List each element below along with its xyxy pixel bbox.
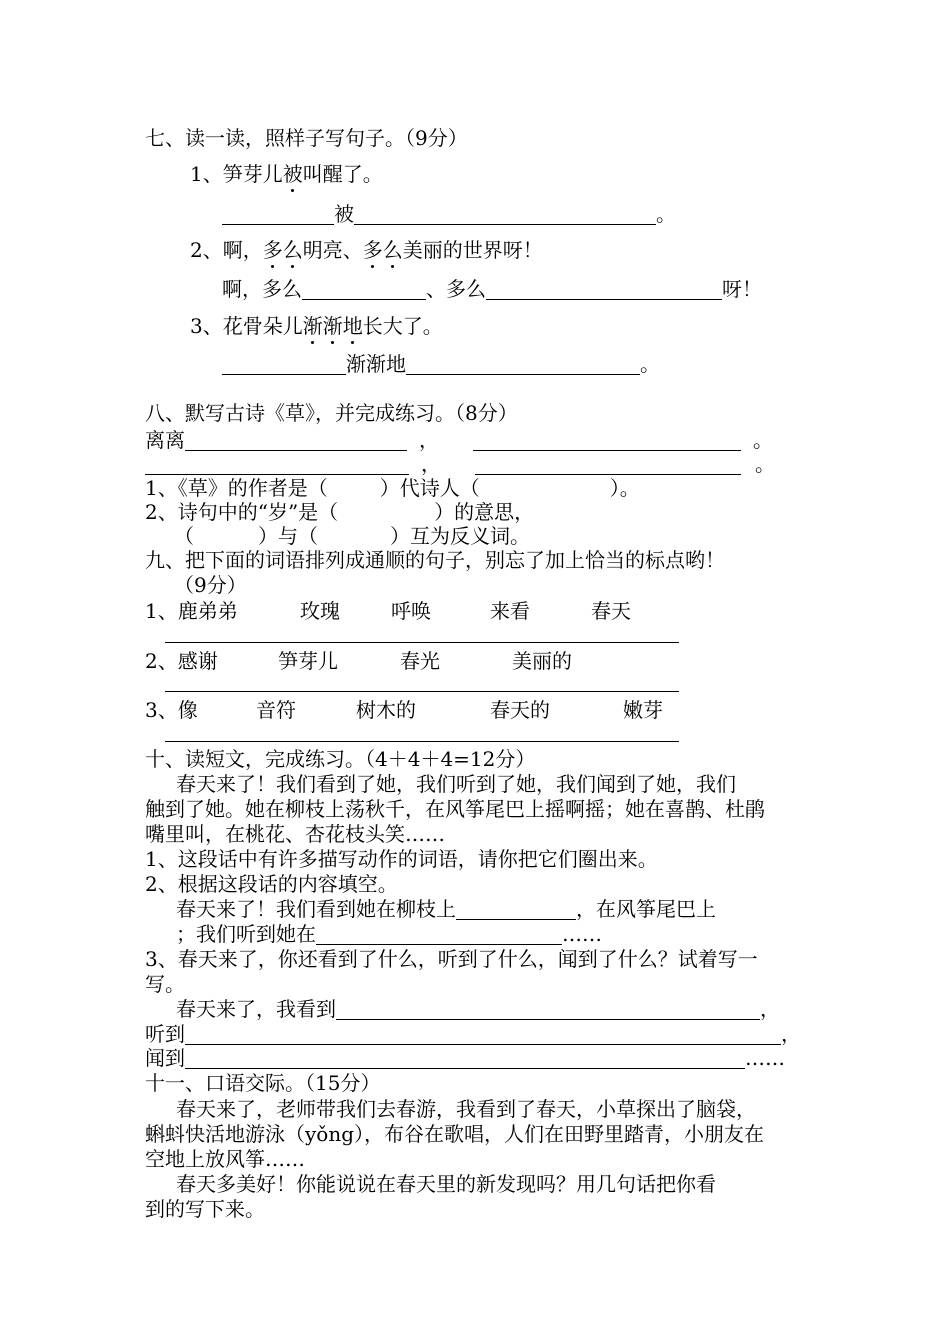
q7-s1-fill-word: 被: [334, 202, 354, 226]
q7-s3-answer-line: [222, 352, 660, 376]
q7-s3-blank-1[interactable]: [222, 354, 346, 375]
q9-r1-word-1: 1、鹿弟弟: [145, 599, 238, 623]
q7-s1-end: 。: [656, 202, 676, 226]
q9-r1-word-5: 春天: [591, 599, 631, 623]
q10-fill-line-1: 春天来了！我们看到她在柳枝上 ，在风筝尾巴上: [176, 897, 716, 921]
q10-task-3-line-1: 3、春天来了，你还看到了什么，听到了什么，闻到了什么？试着写一: [145, 947, 758, 971]
q7-s2-b: 、多么: [426, 277, 486, 301]
q8-poem-blank-1[interactable]: [185, 430, 407, 451]
q9-r2-answer-line[interactable]: [165, 691, 679, 692]
q9-r3-word-3: 树木的: [356, 698, 416, 722]
q10-task-2: 2、根据这段话的内容填空。: [145, 872, 398, 896]
q8-antonym-question: （ ）与（ ）互为反义词。: [174, 524, 530, 548]
q11-text-line-4: 春天多美好！你能说说在春天里的新发现吗？用几句话把你看: [176, 1172, 716, 1196]
q10-task-1: 1、这段话中有许多描写动作的词语，请你把它们圈出来。: [145, 847, 658, 871]
q9-r2-word-2: 笋芽儿: [278, 649, 338, 673]
q7-s1-dotted: 被: [282, 162, 303, 186]
q9-r2-word-1: 2、感谢: [145, 649, 218, 673]
q7-s2-blank-2[interactable]: [486, 279, 722, 300]
q10-fill-line-2: ；我们听到她在 ……: [176, 922, 602, 946]
q7-s3: 3、花骨朵儿渐渐地长大了。: [190, 314, 443, 338]
q9-r2-word-4: 美丽的: [512, 649, 572, 673]
q10-write-line-3: 闻到 ……: [145, 1046, 785, 1070]
q7-s3-end: 。: [640, 352, 660, 376]
q9-r1-word-2: 玫瑰: [300, 599, 340, 623]
q10-title: 十、读短文，完成练习。（4＋4＋4=12分）: [145, 747, 536, 771]
q8-poem-line-2: ， 。: [145, 452, 775, 476]
q8-author-question: 1、《草》的作者是（ ）代诗人（ ）。: [145, 476, 640, 500]
q8-poem-blank-4[interactable]: [475, 454, 741, 475]
q9-r3-word-2: 音符: [256, 698, 296, 722]
q11-text-line-5: 到的写下来。: [145, 1197, 265, 1221]
q7-title: 七、读一读，照样子写句子。（9分）: [145, 126, 468, 150]
q9-r1-answer-line[interactable]: [165, 642, 679, 643]
q11-text-line-3: 空地上放风筝……: [145, 1147, 305, 1171]
q7-s2-blank-1[interactable]: [302, 279, 426, 300]
q8-poem-line-1: 离离 ， 。: [145, 428, 773, 452]
q11-title: 十一、口语交际。（15分）: [145, 1071, 381, 1095]
q10-write-blank-3[interactable]: [185, 1048, 745, 1069]
q10-task-3-line-2: 写。: [145, 972, 185, 996]
q8-title: 八、默写古诗《草》，并完成练习。（8分）: [145, 401, 518, 425]
q10-write-line-2: 听到 ，: [145, 1022, 801, 1046]
q9-score: （9分）: [174, 573, 247, 597]
q9-r1-word-4: 来看: [490, 599, 530, 623]
q7-s3-blank-2[interactable]: [406, 354, 640, 375]
q11-text-line-2: 蝌蚪快活地游泳（yǒng），布谷在歌唱，人们在田野里踏青，小朋友在: [145, 1122, 765, 1146]
q7-s1: 1、笋芽儿被叫醒了。: [190, 162, 383, 186]
q10-fill-blank-1[interactable]: [456, 899, 576, 920]
q11-text-line-1: 春天来了，老师带我们去春游，我看到了春天，小草探出了脑袋，: [176, 1097, 756, 1121]
q9-r2-word-3: 春光: [400, 649, 440, 673]
q9-r3-word-4: 春天的: [490, 698, 550, 722]
q9-r3-word-5: 嫩芽: [623, 698, 663, 722]
q10-write-blank-1[interactable]: [336, 999, 760, 1020]
q7-s2-answer-line: [222, 277, 762, 301]
q7-s1-answer-line: [222, 202, 676, 226]
q10-passage-line-1: 春天来了！我们看到了她，我们听到了她，我们闻到了她，我们: [176, 772, 736, 796]
q10-fill-blank-2[interactable]: [316, 924, 562, 945]
q7-s3-fill-word: 渐渐地: [346, 352, 406, 376]
q10-write-blank-2[interactable]: [185, 1024, 781, 1045]
q9-r3-word-1: 3、像: [145, 698, 198, 722]
q10-passage-line-2: 触到了她。她在柳枝上荡秋千，在风筝尾巴上摇啊摇；她在喜鹊、杜鹃: [145, 797, 765, 821]
q9-r1-word-3: 呼唤: [391, 599, 431, 623]
q10-write-line-1: 春天来了，我看到 ，: [176, 997, 780, 1021]
q8-poem-blank-3[interactable]: [145, 454, 409, 475]
q7-s2-a: 啊，多么: [222, 277, 302, 301]
q9-r3-answer-line[interactable]: [165, 741, 679, 742]
q9-title: 九、把下面的词语排列成通顺的句子，别忘了加上恰当的标点哟！: [145, 548, 725, 572]
q7-s2: 2、啊，多么明亮、多么美丽的世界呀！: [190, 238, 543, 262]
q7-s1-blank-2[interactable]: [354, 204, 656, 225]
q7-s1-blank-1[interactable]: [222, 204, 334, 225]
q7-s2-c: 呀！: [722, 277, 762, 301]
q10-passage-line-3: 嘴里叫，在桃花、杏花枝头笑……: [145, 822, 445, 846]
q8-poem-blank-2[interactable]: [473, 430, 741, 451]
q8-meaning-question: 2、诗句中的“岁”是（ ）的意思，: [145, 500, 535, 524]
